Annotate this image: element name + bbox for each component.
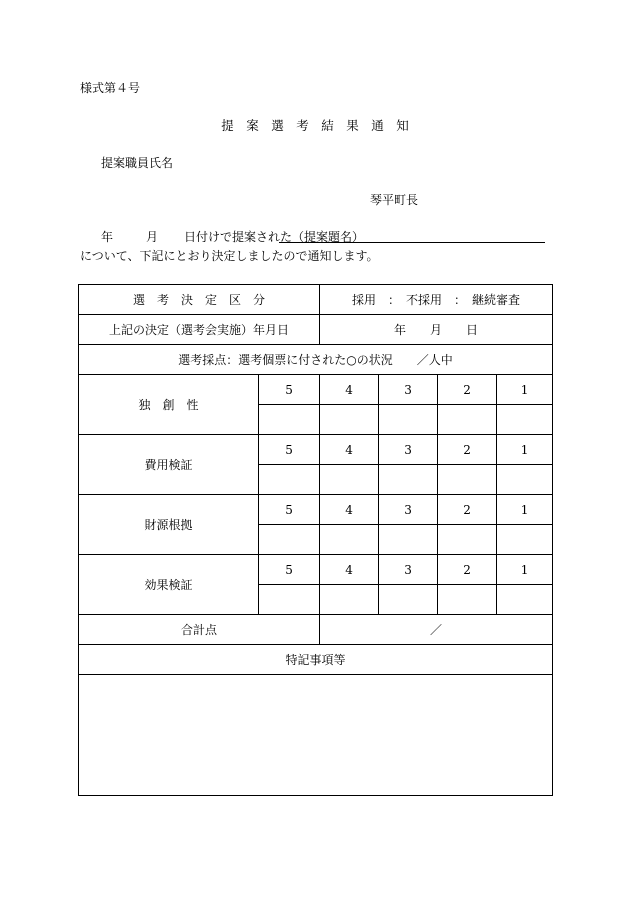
score-4-heading: 4	[320, 555, 379, 585]
score-header-row	[79, 345, 553, 375]
score-cell	[497, 525, 553, 555]
result-table	[78, 284, 553, 796]
score-4-heading: 4	[320, 435, 379, 465]
score-cell	[320, 405, 379, 435]
score-5-heading: 5	[259, 555, 320, 585]
total-label: 合計点	[79, 615, 320, 645]
score-cell	[379, 585, 438, 615]
decision-label: 選 考 決 定 区 分	[79, 285, 320, 315]
proposal-title-placeholder: （提案題名）	[292, 230, 365, 244]
score-cell	[320, 585, 379, 615]
criterion-row	[79, 555, 553, 585]
decision-date-label: 上記の決定（選考会実施）年月日	[79, 315, 320, 345]
criterion-row	[79, 375, 553, 405]
criterion-label-originality: 独 創 性	[79, 375, 259, 435]
score-3-heading: 3	[379, 555, 438, 585]
remarks-body	[79, 675, 553, 796]
date-month-label: 月	[146, 230, 159, 244]
document-title: 提 案 選 考 結 果 通 知	[221, 118, 409, 133]
score-cell	[497, 585, 553, 615]
criterion-label-effect: 効果検証	[79, 555, 259, 615]
staff-name-label: 提案職員氏名	[101, 156, 174, 170]
form-number: 様式第４号	[80, 81, 141, 95]
score-cell	[438, 465, 497, 495]
score-cell	[438, 585, 497, 615]
decision-row	[79, 285, 553, 315]
score-5-heading: 5	[259, 435, 320, 465]
score-cell	[379, 525, 438, 555]
criterion-label-cost: 費用検証	[79, 435, 259, 495]
score-cell	[438, 525, 497, 555]
remarks-label: 特記事項等	[79, 645, 553, 675]
decision-options: 採用 ： 不採用 ： 継続審査	[320, 285, 553, 315]
notice-text: について、下記にとおり決定しましたので通知します。	[80, 249, 379, 263]
issuer-name: 琴平町長	[370, 193, 419, 207]
score-3-heading: 3	[379, 375, 438, 405]
date-year-label: 年	[101, 230, 114, 244]
total-value: ／	[320, 615, 553, 645]
score-1-heading: 1	[497, 495, 553, 525]
score-4-heading: 4	[320, 375, 379, 405]
criterion-row	[79, 495, 553, 525]
criterion-label-funding: 財源根拠	[79, 495, 259, 555]
score-3-heading: 3	[379, 495, 438, 525]
total-row	[79, 615, 553, 645]
score-1-heading: 1	[497, 435, 553, 465]
score-cell	[497, 405, 553, 435]
score-1-heading: 1	[497, 555, 553, 585]
score-header: 選考採点：選考個票に付された○の状況 ／人中	[79, 345, 553, 375]
score-5-heading: 5	[259, 375, 320, 405]
score-cell	[438, 405, 497, 435]
score-2-heading: 2	[438, 375, 497, 405]
date-day-suffix: 日付けで提案された	[184, 230, 293, 244]
decision-date-value: 年 月 日	[320, 315, 553, 345]
remarks-header-row	[79, 645, 553, 675]
score-2-heading: 2	[438, 435, 497, 465]
score-3-heading: 3	[379, 435, 438, 465]
score-cell	[320, 525, 379, 555]
score-cell	[259, 465, 320, 495]
score-cell	[379, 405, 438, 435]
score-2-heading: 2	[438, 495, 497, 525]
score-1-heading: 1	[497, 375, 553, 405]
score-cell	[320, 465, 379, 495]
score-5-heading: 5	[259, 495, 320, 525]
score-cell	[497, 465, 553, 495]
score-cell	[379, 465, 438, 495]
score-4-heading: 4	[320, 495, 379, 525]
criterion-row	[79, 435, 553, 465]
proposal-title-underline	[279, 242, 545, 243]
remarks-body-row	[79, 675, 553, 796]
score-cell	[259, 585, 320, 615]
score-cell	[259, 525, 320, 555]
decision-date-row	[79, 315, 553, 345]
score-cell	[259, 405, 320, 435]
score-2-heading: 2	[438, 555, 497, 585]
